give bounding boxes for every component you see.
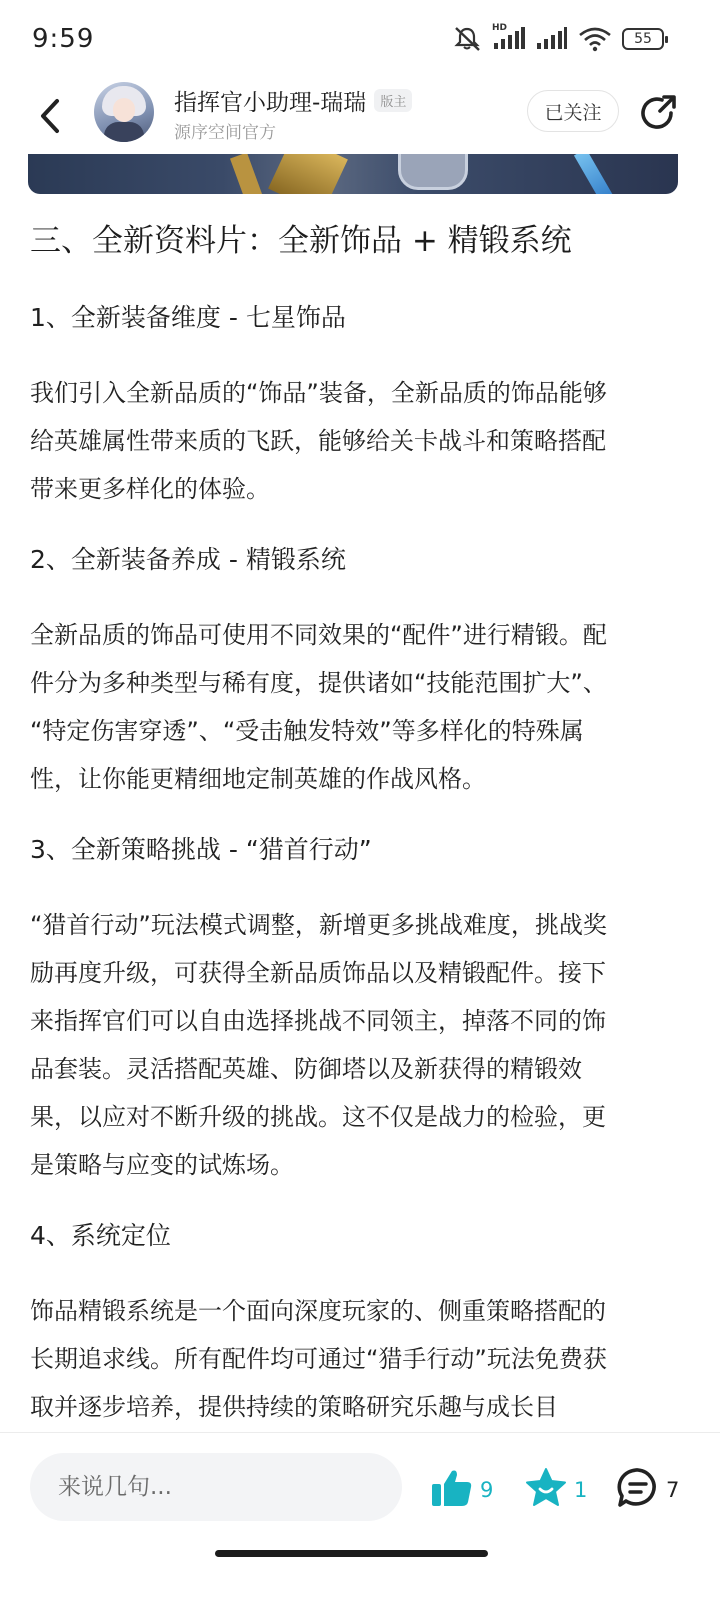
section-3 <box>30 830 680 1189</box>
paragraph-line: 励再度升级，可获得全新品质饰品以及精锻配件。接下 <box>30 959 606 987</box>
thumbs-up-icon <box>430 1467 474 1513</box>
star-icon <box>524 1467 568 1513</box>
paragraph-line: 件分为多种类型与稀有度，提供诸如“技能范围扩大”、 <box>30 669 607 697</box>
favorite-count: 1 <box>574 1478 588 1502</box>
status-icons <box>452 23 664 52</box>
paragraph-line: “猎首行动”玩法模式调整，新增更多挑战难度，挑战奖 <box>30 911 607 939</box>
section-title: 4、系统定位 <box>30 1221 171 1250</box>
signal-icon <box>536 27 568 51</box>
status-bar <box>0 0 720 80</box>
paragraph-line: 性，让你能更精细地定制英雄的作战风格。 <box>30 765 486 793</box>
mute-bell-icon <box>452 26 482 52</box>
paragraph-line: “特定伤害穿透”、“受击触发特效”等多样化的特殊属 <box>30 717 584 745</box>
section-1 <box>30 298 680 513</box>
comments-button[interactable] <box>616 1467 679 1513</box>
like-count: 9 <box>480 1478 494 1502</box>
section-4 <box>30 1216 680 1431</box>
share-button[interactable] <box>638 93 678 133</box>
section-title: 3、全新策略挑战 - “猎首行动” <box>30 835 372 864</box>
paragraph-line: 给英雄属性带来质的飞跃，能够给关卡战斗和策略搭配 <box>30 427 606 455</box>
chevron-left-icon <box>38 98 62 138</box>
section-2 <box>30 540 680 803</box>
paragraph-line: 我们引入全新品质的“饰品”装备，全新品质的饰品能够 <box>30 379 607 407</box>
status-time: 9:59 <box>32 24 95 54</box>
share-icon <box>638 118 678 137</box>
author-name[interactable]: 指挥官小助理-瑞瑞 <box>174 90 367 116</box>
article-body <box>30 218 680 1431</box>
hd-label: HD <box>492 23 508 33</box>
author-name-row <box>174 84 412 117</box>
comment-input[interactable] <box>30 1453 402 1521</box>
paragraph-line: 带来更多样化的体验。 <box>30 475 270 503</box>
avatar[interactable] <box>94 82 154 142</box>
comment-bubble-icon <box>616 1467 660 1513</box>
favorite-button[interactable] <box>524 1467 587 1513</box>
paragraph-line: 来指挥官们可以自由选择挑战不同领主，掉落不同的饰 <box>30 1007 606 1035</box>
paragraph-line: 取并逐步培养，提供持续的策略研究乐趣与成长目 <box>30 1393 558 1421</box>
paragraph-line: 长期追求线。所有配件均可通过“猎手行动”玩法免费获 <box>30 1345 607 1373</box>
article-heading: 三、全新资料片：全新饰品 + 精锻系统 <box>30 223 572 259</box>
home-indicator[interactable] <box>215 1550 488 1557</box>
article-banner-image[interactable] <box>28 154 678 194</box>
signal-hd-icon <box>492 23 526 51</box>
post-header <box>0 80 720 156</box>
section-title: 2、全新装备养成 - 精锻系统 <box>30 545 346 574</box>
paragraph-line: 全新品质的饰品可使用不同效果的“配件”进行精锻。配 <box>30 621 607 649</box>
back-button[interactable] <box>28 92 72 144</box>
section-title: 1、全新装备维度 - 七星饰品 <box>30 303 346 332</box>
paragraph-line: 果，以应对不断升级的挑战。这不仅是战力的检验，更 <box>30 1103 606 1131</box>
like-button[interactable] <box>430 1467 493 1513</box>
battery-indicator: 55 <box>622 28 664 50</box>
paragraph-line: 是策略与应变的试炼场。 <box>30 1151 294 1179</box>
follow-button[interactable]: 已关注 <box>527 90 619 132</box>
author-subtitle: 源序空间官方 <box>174 123 276 143</box>
paragraph-line: 饰品精锻系统是一个面向深度玩家的、侧重策略搭配的 <box>30 1297 606 1325</box>
comment-count: 7 <box>666 1478 680 1502</box>
moderator-badge: 版主 <box>374 89 412 112</box>
bottom-action-bar <box>0 1433 720 1553</box>
paragraph-line: 品套装。灵活搭配英雄、防御塔以及新获得的精锻效 <box>30 1055 582 1083</box>
wifi-icon <box>578 26 612 52</box>
